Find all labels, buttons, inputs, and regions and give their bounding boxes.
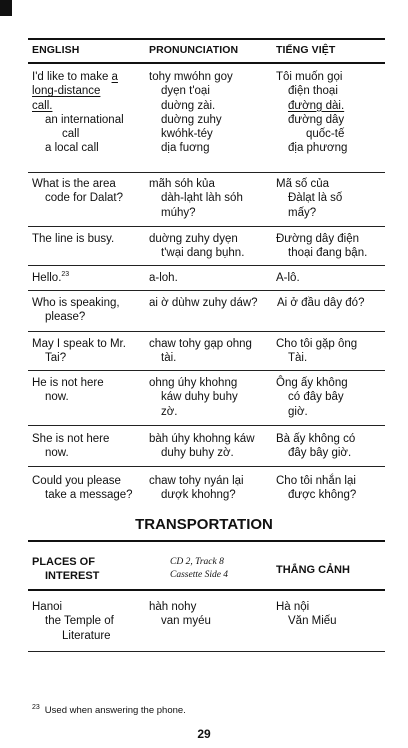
- pronunciation-text: ai ờ dùhw zuhy dáw?: [149, 297, 258, 309]
- vietnamese-text: Ai ở đầu dây đó?: [277, 297, 365, 309]
- vietnamese-text: Văn Miếu: [288, 615, 337, 628]
- vietnamese-cell: Ông ấy không có đây bây giờ.: [276, 377, 348, 418]
- pronunciation-text: van myéu: [161, 615, 211, 628]
- row-divider: [28, 651, 385, 652]
- footnote-number: 23: [32, 704, 40, 711]
- vietnamese-cell: Bà ấy không có đây bây giờ.: [276, 433, 356, 460]
- header-bottom-rule: [28, 62, 385, 64]
- english-cell: May I speak to Mr. Tai?: [32, 338, 126, 365]
- vietnamese-text: đường dài.: [288, 99, 345, 112]
- pronunciation-cell: bàh úhy khohng káw duhy buhy zờ.: [149, 433, 255, 460]
- pronunciation-text: hàh nohy: [149, 601, 197, 613]
- english-cell: He is not here now.: [32, 377, 104, 404]
- page-number: 29: [197, 727, 211, 741]
- english-text: Hello.: [32, 272, 62, 284]
- row-divider: [28, 331, 385, 332]
- pronunciation-cell: tohy mwóhn goy dyẹn t'oại duờng zài. duờng zuhy kwóhk-téy dịa fuơng: [149, 70, 277, 156]
- pronunciation-cell: mãh sóh kủa dàh-lạht làh sóh múhy?: [149, 178, 243, 219]
- cassette-side: Cassette Side 4: [170, 569, 229, 580]
- pronunciation-cell: [149, 271, 277, 285]
- vietnamese-cell: Tôi muốn gọi điện thoại đường dài. đường dây quốc-tế địa phương: [276, 70, 394, 156]
- pronunciation-cell: [149, 600, 277, 629]
- pronunciation-cell: chaw tohy nyán lại dượk khohng?: [149, 475, 244, 502]
- english-cell: Hanoi the Temple of Literature: [32, 600, 146, 643]
- footnote-text: Used when answering the phone.: [44, 705, 186, 717]
- places-header-rule: [28, 589, 385, 591]
- english-cell: [32, 232, 146, 246]
- pronunciation-cell: [149, 296, 277, 310]
- english-cell: [32, 271, 146, 285]
- header-vietnamese: TIẾNG VIỆT: [276, 44, 336, 56]
- vietnamese-text: Hà nội: [276, 601, 310, 613]
- english-cell: She is not here now.: [32, 433, 110, 460]
- pronunciation-cell: duờng zuhy dyẹn t'wại dang bụhn.: [149, 233, 245, 260]
- row-divider: [28, 425, 385, 426]
- english-text: Hanoi: [32, 601, 63, 613]
- vietnamese-cell: Cho tôi gặp ông Tài.: [276, 338, 358, 365]
- vietnamese-cell: Mã số của Đàlạt là số mấy?: [276, 178, 343, 219]
- vietnamese-text: A-lô.: [276, 272, 300, 284]
- english-cell: Could you please take a message?: [32, 475, 133, 502]
- row-divider: [28, 290, 385, 291]
- pronunciation-cell: chaw tohy gạp ohng tài.: [149, 338, 252, 365]
- vietnamese-text: địa phương: [288, 142, 348, 155]
- pronunciation-text: duờng zài.: [161, 99, 216, 112]
- footnote: [32, 704, 186, 716]
- vietnamese-cell: [276, 600, 394, 629]
- page-corner-mark: [0, 0, 12, 16]
- header-english: ENGLISH: [32, 44, 80, 56]
- cd-track-info: [170, 556, 228, 581]
- places-header-left: PLACES OF INTEREST: [32, 556, 100, 582]
- english-text: The line is busy.: [32, 233, 115, 245]
- header-top-rule: [28, 38, 385, 40]
- vietnamese-cell: Đường dây điện thoại đang bận.: [276, 233, 368, 260]
- pronunciation-cell: ohng úhy khohng káw duhy buhy zờ.: [149, 377, 238, 418]
- row-divider: [28, 172, 385, 173]
- footnote-ref: 23: [61, 271, 70, 279]
- pronunciation-text: dịa fuơng: [161, 142, 210, 155]
- section-rule: [28, 540, 385, 542]
- vietnamese-cell: [277, 296, 395, 310]
- row-divider: [28, 370, 385, 371]
- row-divider: [28, 265, 385, 266]
- section-title: TRANSPORTATION: [135, 516, 273, 533]
- cd-track: CD 2, Track 8: [170, 557, 224, 567]
- vietnamese-cell: [276, 271, 394, 285]
- english-cell: I'd like to make a long-distance call. an international call a local call: [32, 71, 124, 155]
- row-divider: [28, 226, 385, 227]
- vietnamese-cell: Cho tôi nhắn lại được không?: [276, 475, 357, 502]
- english-cell: Who is speaking, please?: [32, 297, 120, 324]
- header-pronunciation: PRONUNCIATION: [149, 44, 239, 56]
- pronunciation-text: a-loh.: [149, 272, 178, 284]
- places-header-right: THẮNG CẢNH: [276, 564, 350, 576]
- english-cell: What is the area code for Dalat?: [32, 178, 123, 205]
- row-divider: [28, 466, 385, 467]
- pronunciation-text: duờng zuhy kwóhk-téy: [161, 113, 222, 141]
